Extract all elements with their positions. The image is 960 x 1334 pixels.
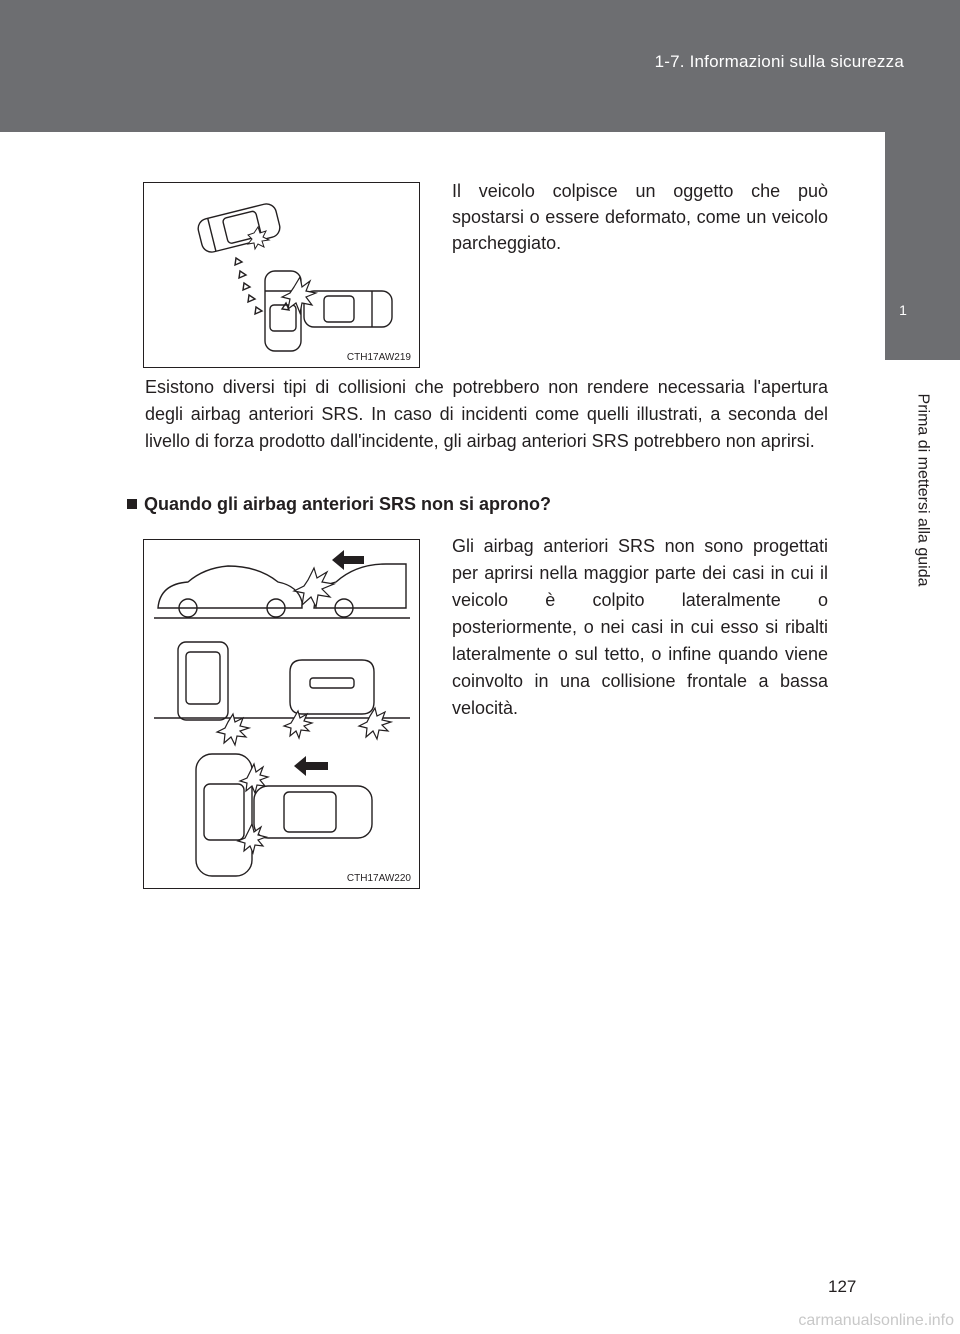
body-paragraph: Esistono diversi tipi di collisioni che potrebbero non rendere necessaria l'apertura degli airbag anteriori SRS. In caso di incidenti come quelli illustrati, a seconda del livello di forza prodotto dall'incidente, gli airbag anteriori SRS potrebbero non aprirsi.	[145, 377, 828, 451]
collision-illustration-2	[144, 540, 419, 888]
collision-illustration-1	[144, 183, 419, 367]
section-title: 1-7. Informazioni sulla sicurezza	[654, 52, 904, 71]
chapter-title: Prima di mettersi alla guida	[914, 393, 932, 587]
watermark: carmanualsonline.info	[798, 1312, 954, 1329]
section-heading	[127, 494, 551, 515]
figure-non-deployment-collisions	[143, 539, 420, 889]
figure2-caption: Gli airbag anteriori SRS non sono progettati per aprirsi nella maggior parte dei casi in cui il veicolo è colpito lateralmente o posteriormente, o nei casi in cui esso si ribalti lateralmente o sul tetto, o infine quando viene coinvolto in una collisione frontale a bassa velocità.	[452, 536, 828, 718]
chapter-number: 1	[899, 302, 907, 318]
square-bullet-icon	[127, 499, 137, 509]
page-number: 127	[828, 1277, 857, 1296]
figure-parked-vehicle-collision	[143, 182, 420, 368]
figure-code: CTH17AW220	[346, 873, 411, 884]
figure1-caption: Il veicolo colpisce un oggetto che può spostarsi o essere deformato, come un veicolo parcheggiato.	[452, 181, 828, 253]
section-heading-text: Quando gli airbag anteriori SRS non si aprono?	[144, 494, 552, 514]
figure-code: CTH17AW219	[346, 352, 411, 363]
page-header	[0, 0, 960, 132]
chapter-title-tab	[885, 360, 960, 620]
chapter-tab	[885, 132, 960, 360]
